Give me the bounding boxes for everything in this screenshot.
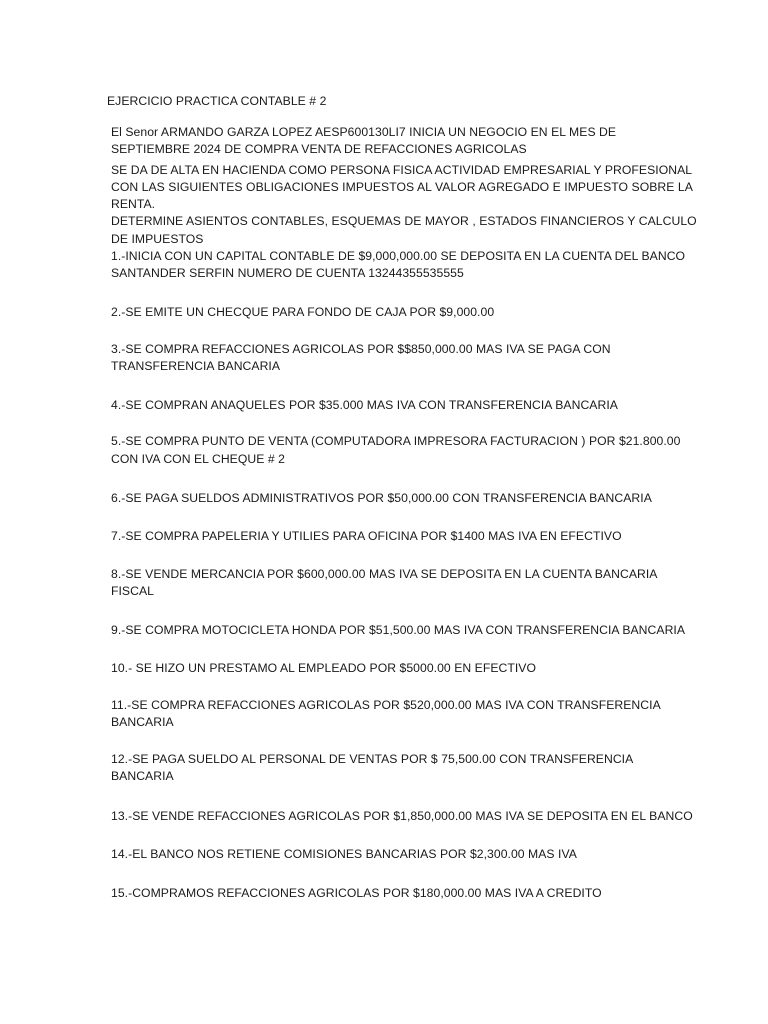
item-2: 2.-SE EMITE UN CHECQUE PARA FONDO DE CAJA POR $9,000.00 <box>111 305 495 319</box>
item-12-line: 12.-SE PAGA SUELDO AL PERSONAL DE VENTAS POR $ 75,500.00 CON TRANSFERENCIA <box>111 752 634 766</box>
item-10: 10.- SE HIZO UN PRESTAMO AL EMPLEADO POR $5000.00 EN EFECTIVO <box>111 661 536 675</box>
item-15: 15.-COMPRAMOS REFACCIONES AGRICOLAS POR $180,000.00 MAS IVA A CREDITO <box>111 886 602 900</box>
item-13: 13.-SE VENDE REFACCIONES AGRICOLAS POR $1,850,000.00 MAS IVA SE DEPOSITA EN EL BANCO <box>111 809 693 823</box>
intro-line: CON LAS SIGUIENTES OBLIGACIONES IMPUESTOS AL VALOR AGREGADO E IMPUESTO SOBRE LA <box>111 180 693 194</box>
intro-line: DETERMINE ASIENTOS CONTABLES, ESQUEMAS DE MAYOR , ESTADOS FINANCIEROS Y CALCULO <box>111 214 697 228</box>
document-title: EJERCICIO PRACTICA CONTABLE # 2 <box>107 94 327 108</box>
item-11-line: 11.-SE COMPRA REFACCIONES AGRICOLAS POR $520,000.00 MAS IVA CON TRANSFERENCIA <box>111 698 661 712</box>
item-7: 7.-SE COMPRA PAPELERIA Y UTILIES PARA OFICINA POR $1400 MAS IVA EN EFECTIVO <box>111 529 622 543</box>
item-3-line: TRANSFERENCIA BANCARIA <box>111 359 281 373</box>
item-6: 6.-SE PAGA SUELDOS ADMINISTRATIVOS POR $50,000.00 CON TRANSFERENCIA BANCARIA <box>111 491 652 505</box>
item-5-line: 5.-SE COMPRA PUNTO DE VENTA (COMPUTADORA IMPRESORA FACTURACION ) POR $21.800.00 <box>111 434 681 448</box>
item-4: 4.-SE COMPRAN ANAQUELES POR $35.000 MAS IVA CON TRANSFERENCIA BANCARIA <box>111 398 618 412</box>
item-14: 14.-EL BANCO NOS RETIENE COMISIONES BANCARIAS POR $2,300.00 MAS IVA <box>111 847 577 861</box>
item-1-line: SANTANDER SERFIN NUMERO DE CUENTA 13244355535555 <box>111 266 464 280</box>
item-8-line: 8.-SE VENDE MERCANCIA POR $600,000.00 MAS IVA SE DEPOSITA EN LA CUENTA BANCARIA <box>111 567 658 581</box>
item-3-line: 3.-SE COMPRA REFACCIONES AGRICOLAS POR $$850,000.00 MAS IVA SE PAGA CON <box>111 342 611 356</box>
intro-line: SE DA DE ALTA EN HACIENDA COMO PERSONA FISICA ACTIVIDAD EMPRESARIAL Y PROFESIONAL <box>111 163 693 177</box>
item-5-line: CON IVA CON EL CHEQUE # 2 <box>111 452 285 466</box>
item-11-line: BANCARIA <box>111 715 174 729</box>
item-12-line: BANCARIA <box>111 769 174 783</box>
intro-line: RENTA. <box>111 197 156 211</box>
intro-line: El Senor ARMANDO GARZA LOPEZ AESP600130LI7 INICIA UN NEGOCIO EN EL MES DE <box>111 125 617 139</box>
intro-line: SEPTIEMBRE 2024 DE COMPRA VENTA DE REFACCIONES AGRICOLAS <box>111 142 527 156</box>
intro-line: DE IMPUESTOS <box>111 232 204 246</box>
item-1-line: 1.-INICIA CON UN CAPITAL CONTABLE DE $9,000,000.00 SE DEPOSITA EN LA CUENTA DEL BANCO <box>111 249 686 263</box>
item-8-line: FISCAL <box>111 584 154 598</box>
item-9: 9.-SE COMPRA MOTOCICLETA HONDA POR $51,500.00 MAS IVA CON TRANSFERENCIA BANCARIA <box>111 623 686 637</box>
